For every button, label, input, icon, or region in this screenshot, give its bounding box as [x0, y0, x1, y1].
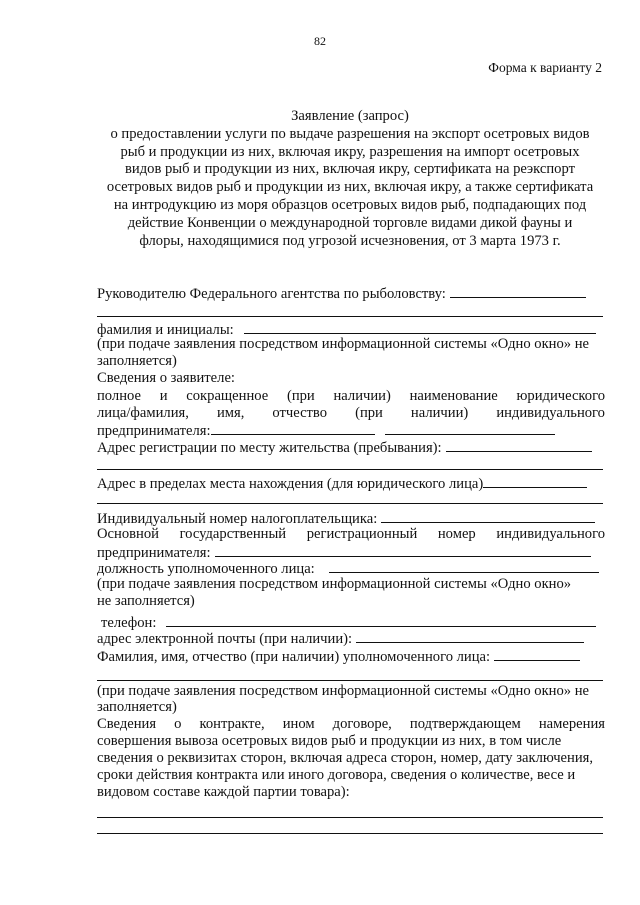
- word: Основной: [97, 526, 159, 542]
- ogrnip-label: предпринимателя:: [97, 545, 211, 561]
- contract-line: [97, 715, 605, 733]
- entrepreneur-field-a[interactable]: [211, 420, 375, 435]
- full-name-line: [97, 387, 605, 405]
- inn-label: Индивидуальный номер налогоплательщика:: [97, 511, 378, 527]
- ogrnip-field[interactable]: [215, 542, 591, 557]
- word: государственный: [179, 526, 287, 542]
- inn-row: [97, 508, 605, 526]
- title-line: действие Конвенции о международной торговле видами дикой фауны и: [127, 214, 573, 231]
- word: индивидуального: [496, 405, 605, 421]
- word: намерения: [538, 716, 605, 732]
- head-of-agency-label: Руководителю Федерального агентства по рыболовству:: [97, 286, 446, 302]
- word: ином: [282, 716, 315, 732]
- authorized-position-row: [97, 558, 605, 576]
- word: договоре,: [332, 716, 392, 732]
- word: индивидуального: [496, 526, 605, 542]
- contract-line: совершения вывоза осетровых видов рыб и продукции из них, в том числе: [97, 733, 562, 749]
- phone-label: телефон:: [101, 615, 157, 631]
- applicant-info-label: Сведения о заявителе:: [97, 370, 235, 386]
- email-row: [97, 628, 605, 646]
- authorized-fio-field[interactable]: [494, 646, 580, 661]
- blank-line[interactable]: [97, 833, 603, 834]
- word: наличии): [410, 405, 469, 421]
- phone-field[interactable]: [166, 612, 596, 627]
- contract-line: видовом составе каждой партии товара):: [97, 784, 350, 800]
- note-line: (при подаче заявления посредством информационной системы «Одно окно» не: [97, 336, 590, 352]
- note-line: заполняется): [97, 699, 177, 715]
- entrepreneur-label: предпринимателя:: [97, 423, 211, 439]
- word: юридического: [516, 388, 605, 404]
- word: (при: [355, 405, 383, 421]
- title-heading: Заявление (запрос): [291, 108, 409, 124]
- title-line: на интродукцию из моря образцов осетровых видов рыб, подпадающих под: [113, 196, 587, 213]
- location-address-label: Адрес в пределах места нахождения (для юридического лица): [97, 476, 484, 492]
- surname-initials-field[interactable]: [244, 319, 596, 334]
- entrepreneur-field-b[interactable]: [385, 420, 555, 435]
- note-line: заполняется): [97, 353, 177, 369]
- word: лица/фамилия,: [97, 405, 189, 421]
- blank-line[interactable]: [97, 680, 603, 681]
- word: о: [174, 716, 182, 732]
- title-line: видов рыб и продукции из них, включая икру, сертификата на реэкспорт: [125, 161, 575, 178]
- blank-line[interactable]: [97, 469, 603, 470]
- word: отчество: [272, 405, 328, 421]
- note-line: (при подаче заявления посредством информационной системы «Одно окно»: [97, 576, 572, 592]
- blank-line[interactable]: [97, 817, 603, 818]
- location-address-row: [97, 473, 605, 491]
- contract-line: сведения о реквизитах сторон, включая адреса сторон, номер, дату заключения,: [97, 750, 593, 766]
- application-title: [88, 108, 612, 250]
- authorized-position-label: должность уполномоченного лица:: [97, 561, 315, 577]
- inn-field[interactable]: [381, 508, 595, 523]
- title-line: о предоставлении услуги по выдаче разрешения на экспорт осетровых видов: [110, 125, 590, 142]
- word: номер: [437, 526, 476, 542]
- word: Сведения: [97, 716, 157, 732]
- title-line: рыб и продукции из них, включая икру, разрешения на импорт осетровых: [120, 143, 580, 160]
- head-of-agency-row: [97, 283, 605, 301]
- email-field[interactable]: [356, 628, 584, 643]
- word: полное: [97, 388, 141, 404]
- page-number: 82: [314, 34, 326, 48]
- note-line: (при подаче заявления посредством информационной системы «Одно окно» не: [97, 683, 590, 699]
- word: и: [159, 388, 168, 404]
- title-line: флоры, находящимися под угрозой исчезновения, от 3 марта 1973 г.: [139, 232, 561, 249]
- blank-line[interactable]: [97, 503, 603, 504]
- registration-address-label: Адрес регистрации по месту жительства (пребывания):: [97, 440, 442, 456]
- authorized-fio-row: [97, 646, 605, 664]
- word: наименование: [409, 388, 498, 404]
- note-line: не заполняется): [97, 593, 195, 609]
- word: регистрационный: [306, 526, 418, 542]
- word: имя,: [216, 405, 245, 421]
- registration-address-row: [97, 437, 605, 455]
- word: подтверждающем: [409, 716, 521, 732]
- form-reference: Форма к варианту 2: [488, 60, 602, 75]
- word: сокращенное: [186, 388, 269, 404]
- ogrnip-line: [97, 525, 605, 543]
- blank-line[interactable]: [97, 316, 603, 317]
- contract-line: сроки действия контракта или иного договора, сведения о количестве, весе и: [97, 767, 576, 783]
- location-address-field[interactable]: [483, 473, 587, 488]
- word: (при: [286, 388, 315, 404]
- authorized-position-field[interactable]: [329, 558, 599, 573]
- head-of-agency-field[interactable]: [450, 283, 586, 298]
- word: наличии): [333, 388, 391, 404]
- entrepreneur-row: [97, 420, 605, 438]
- registration-address-field[interactable]: [446, 437, 592, 452]
- word: контракте,: [199, 716, 265, 732]
- email-label: адрес электронной почты (при наличии):: [97, 631, 353, 647]
- title-line: осетровых видов рыб и продукции из них, включая икру, а также сертификата: [106, 179, 594, 196]
- authorized-fio-label: Фамилия, имя, отчество (при наличии) уполномоченного лица:: [97, 649, 491, 665]
- surname-initials-label: фамилия и инициалы:: [97, 322, 234, 338]
